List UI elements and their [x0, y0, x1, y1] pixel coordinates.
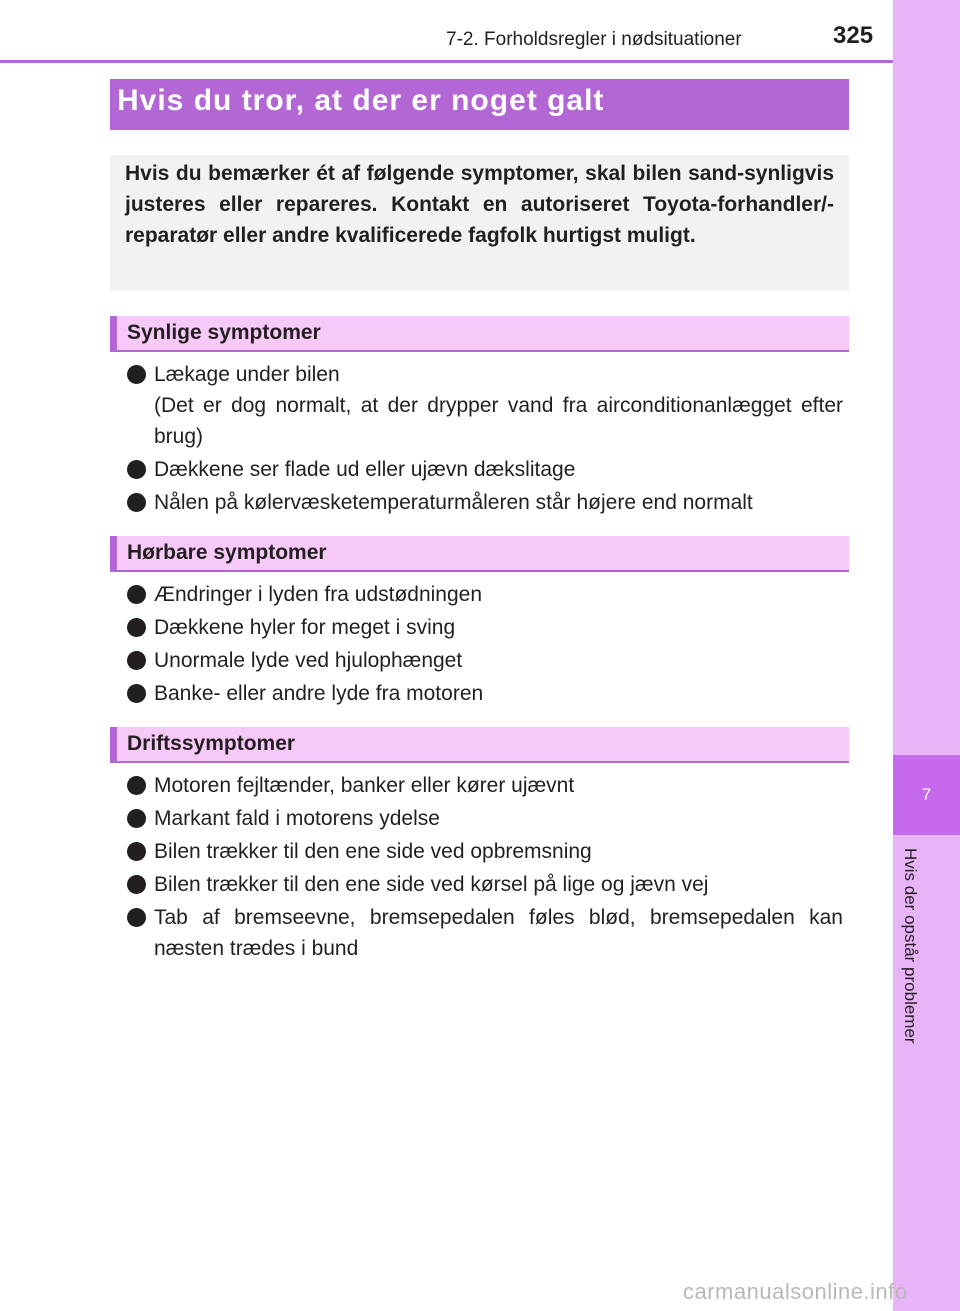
section-header-audible: [110, 536, 849, 572]
page-number: 325: [833, 22, 874, 49]
section-heading: Hørbare symptomer: [127, 541, 327, 564]
bullet-icon: [127, 684, 146, 703]
bullet-icon: [127, 875, 146, 894]
chapter-side-tab: [893, 0, 960, 1311]
intro-text: Hvis du bemærker ét af følgende symptomer, skal bilen sand-synligvis justeres eller repareres. Kontakt en autoriseret Toyota-forhandler/-reparatør eller andre kvalificerede fagfolk hurtigst muligt.: [125, 162, 834, 247]
list-item-text: Ændringer i lyden fra udstødningen: [154, 583, 483, 606]
bullet-icon: [127, 842, 146, 861]
list-item: [127, 678, 843, 709]
list-item-text: Markant fald i motorens ydelse: [154, 807, 440, 830]
section-header-visible: [110, 316, 849, 352]
header-divider: [0, 60, 893, 63]
list-item-text: Tab af bremseevne, bremsepedalen føles blød, bremsepedalen kan næsten trædes i bund: [154, 906, 843, 960]
bullet-icon: [127, 908, 146, 927]
bullet-icon: [127, 809, 146, 828]
list-item-text: Motoren fejltænder, banker eller kører ujævnt: [154, 774, 575, 797]
bullet-icon: [127, 493, 146, 512]
list-item: [127, 612, 843, 643]
bullet-icon: [127, 585, 146, 604]
bullet-icon: [127, 460, 146, 479]
list-item: [127, 645, 843, 676]
list-item-text: Dækkene hyler for meget i sving: [154, 616, 456, 639]
section-reference: 7-2. Forholdsregler i nødsituationer: [446, 29, 742, 50]
section-heading: Driftssymptomer: [127, 732, 296, 755]
list-item-text: Banke- eller andre lyde fra motoren: [154, 682, 484, 705]
list-item: [127, 836, 843, 867]
list-item: [127, 803, 843, 834]
section-heading: Synlige symptomer: [127, 321, 321, 344]
section-header-operational: [110, 727, 849, 763]
section-header-bar: [110, 536, 117, 570]
list-item-text: Unormale lyde ved hjulophænget: [154, 649, 463, 672]
list-item-text: Bilen trækker til den ene side ved kørsel på lige og jævn vej: [154, 873, 709, 896]
chapter-title: Hvis der opstår problemer: [901, 848, 920, 1044]
chapter-number-tab: [893, 755, 960, 835]
list-item: [127, 902, 843, 964]
chapter-number: 7: [921, 785, 932, 804]
list-item-text: Bilen trækker til den ene side ved opbremsning: [154, 840, 592, 863]
watermark-text: carmanualsonline.info: [683, 1279, 908, 1304]
list-item-note: (Det er dog normalt, at der drypper vand fra airconditionanlægget efter brug): [154, 394, 843, 448]
list-item-text: Dækkene ser flade ud eller ujævn dækslitage: [154, 458, 576, 481]
bullet-icon: [127, 651, 146, 670]
list-item-text: Lækage under bilen: [154, 363, 340, 386]
list-item: [127, 454, 843, 485]
section-header-bar: [110, 316, 117, 350]
section-header-bar: [110, 727, 117, 761]
list-item-text: Nålen på kølervæsketemperaturmåleren står højere end normalt: [154, 491, 753, 514]
list-item: [127, 579, 843, 610]
page-title: Hvis du tror, at der er noget galt: [117, 84, 605, 117]
list-item: [127, 487, 843, 518]
list-item: [127, 770, 843, 801]
list-item: [127, 359, 843, 452]
bullet-icon: [127, 618, 146, 637]
bullet-icon: [127, 365, 146, 384]
list-item: [127, 869, 843, 900]
bullet-icon: [127, 776, 146, 795]
